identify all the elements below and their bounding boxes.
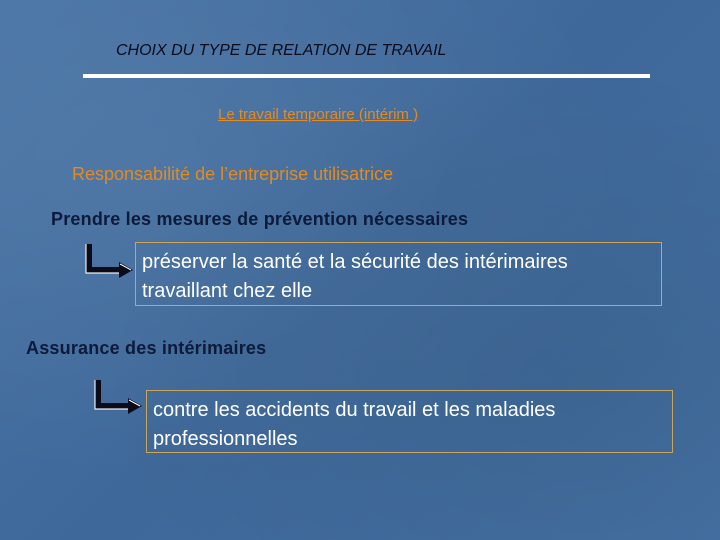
section-heading: Responsabilité de l’entreprise utilisatrice [72,164,394,184]
detail-box-insurance: contre les accidents du travail et les maladies professionnelles [146,390,673,453]
slide-subtitle: Le travail temporaire (intérim ) [218,106,419,123]
detail-box-prevention: préserver la santé et la sécurité des intérimaires travaillant chez elle [135,242,662,306]
title-divider [83,74,650,78]
item-heading-insurance: Assurance des intérimaires [26,338,267,358]
arrow-down-right-icon [83,240,137,278]
arrow-down-right-icon [92,376,146,414]
slide-title: CHOIX DU TYPE DE RELATION DE TRAVAIL [116,42,447,59]
item-heading-prevention: Prendre les mesures de prévention nécessaires [51,209,469,229]
